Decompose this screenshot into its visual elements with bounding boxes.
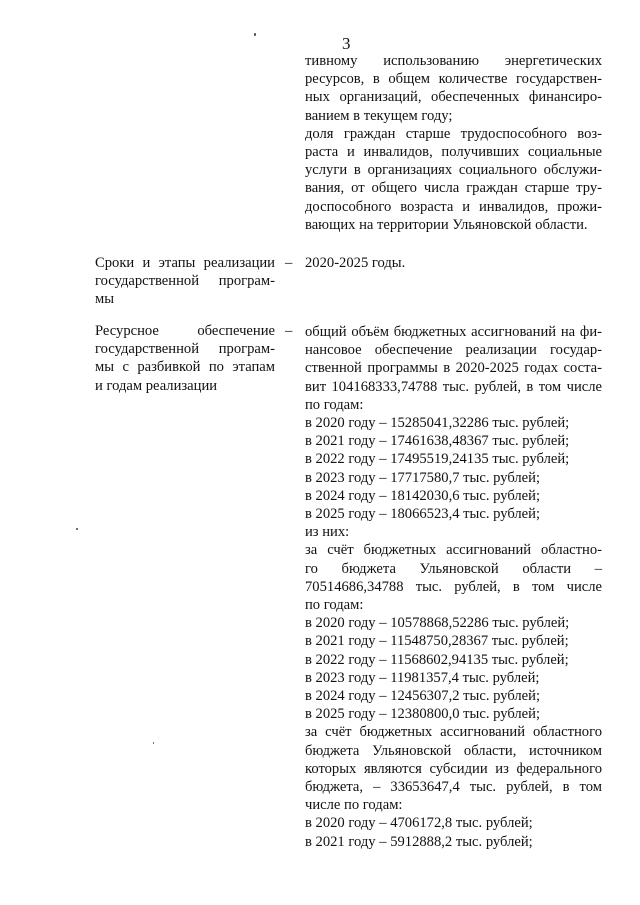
text-line: ресурсов, в общем количестве государствен- xyxy=(305,71,602,88)
text-line: которых являются субсидии из федерального xyxy=(305,760,602,777)
text-line: тивному использованию энергетических xyxy=(305,53,602,69)
text-line: раста и инвалидов, получивших социальные xyxy=(305,144,602,161)
year-line: в 2024 году – 18142030,6 тыс. рублей; xyxy=(305,487,541,504)
year-line: в 2020 году – 10578868,52286 тыс. рублей; xyxy=(305,615,570,632)
text-line: 70514686,34788 тыс. рублей, в том числе xyxy=(305,578,602,595)
text-line: общий объём бюджетных ассигнований на фи- xyxy=(305,324,602,340)
text-line: числе по годам: xyxy=(305,797,403,814)
label-line: и годам реализации xyxy=(95,377,218,394)
timeline-dash: – xyxy=(285,255,293,271)
label-line: государственной програм- xyxy=(95,273,275,290)
text-line: по годам: xyxy=(305,396,364,413)
page-number: 3 xyxy=(342,34,351,53)
text-line: доспособного возраста и инвалидов, прожи- xyxy=(305,198,602,215)
text-line: бюджета, – 33653647,4 тыс. рублей, в том xyxy=(305,779,602,796)
text-line: ственной программы в 2020-2025 годах соста- xyxy=(305,360,602,377)
text-line: ных организаций, обеспеченных финансиро- xyxy=(305,89,602,106)
resources-dash: – xyxy=(285,323,293,339)
text-line: услуги в организациях социального обслужи- xyxy=(305,162,602,179)
year-line: в 2020 году – 15285041,32286 тыс. рублей; xyxy=(305,415,570,432)
year-line: в 2024 году – 12456307,2 тыс. рублей; xyxy=(305,688,541,705)
text-line: по годам: xyxy=(305,597,364,614)
text-line: за счёт бюджетных ассигнований областно- xyxy=(305,542,602,559)
text-line: нансовое обеспечение реализации государ- xyxy=(305,342,602,359)
year-line: в 2025 году – 12380800,0 тыс. рублей; xyxy=(305,706,541,723)
resources-label xyxy=(95,322,275,395)
label-line: мы xyxy=(95,291,115,308)
year-line: в 2021 году – 5912888,2 тыс. рублей; xyxy=(305,833,533,850)
year-line: в 2021 году – 11548750,28367 тыс. рублей; xyxy=(305,633,569,650)
text-line: из них: xyxy=(305,524,350,541)
scan-speck xyxy=(254,33,256,36)
resources-value xyxy=(305,323,602,851)
year-line: в 2020 году – 4706172,8 тыс. рублей; xyxy=(305,815,533,832)
label-line: мы с разбивкой по этапам xyxy=(95,359,275,376)
text-line: ванием в текущем году; xyxy=(305,107,453,124)
text-line: вания, от общего числа граждан старше тру- xyxy=(305,180,602,197)
timeline-value-text: 2020-2025 годы. xyxy=(305,255,406,271)
year-line: в 2022 году – 17495519,24135 тыс. рублей; xyxy=(305,451,570,468)
label-line: Сроки и этапы реализации xyxy=(95,255,275,271)
label-line: государственной програм- xyxy=(95,341,275,358)
year-line: в 2022 году – 11568602,94135 тыс. рублей; xyxy=(305,651,569,668)
year-line: в 2025 году – 18066523,4 тыс. рублей; xyxy=(305,506,541,523)
text-line: доля граждан старше трудоспособного воз- xyxy=(305,125,602,142)
scan-speck xyxy=(153,742,154,744)
year-line: в 2023 году – 17717580,7 тыс. рублей; xyxy=(305,469,541,486)
year-line: в 2021 году – 17461638,48367 тыс. рублей; xyxy=(305,433,570,450)
text-line: го бюджета Ульяновской области – xyxy=(305,560,602,577)
scan-speck xyxy=(76,528,78,530)
text-line: за счёт бюджетных ассигнований областного xyxy=(305,724,602,741)
text-line: вит 104168333,74788 тыс. рублей, в том числе xyxy=(305,378,602,395)
year-line: в 2023 году – 11981357,4 тыс. рублей; xyxy=(305,669,540,686)
continuation-paragraph xyxy=(305,52,602,234)
text-line: бюджета Ульяновской области, источником xyxy=(305,742,602,759)
timeline-label xyxy=(95,254,275,309)
text-line: вающих на территории Ульяновской области. xyxy=(305,216,588,233)
timeline-value xyxy=(305,254,602,272)
label-line: Ресурсное обеспечение xyxy=(95,323,275,339)
